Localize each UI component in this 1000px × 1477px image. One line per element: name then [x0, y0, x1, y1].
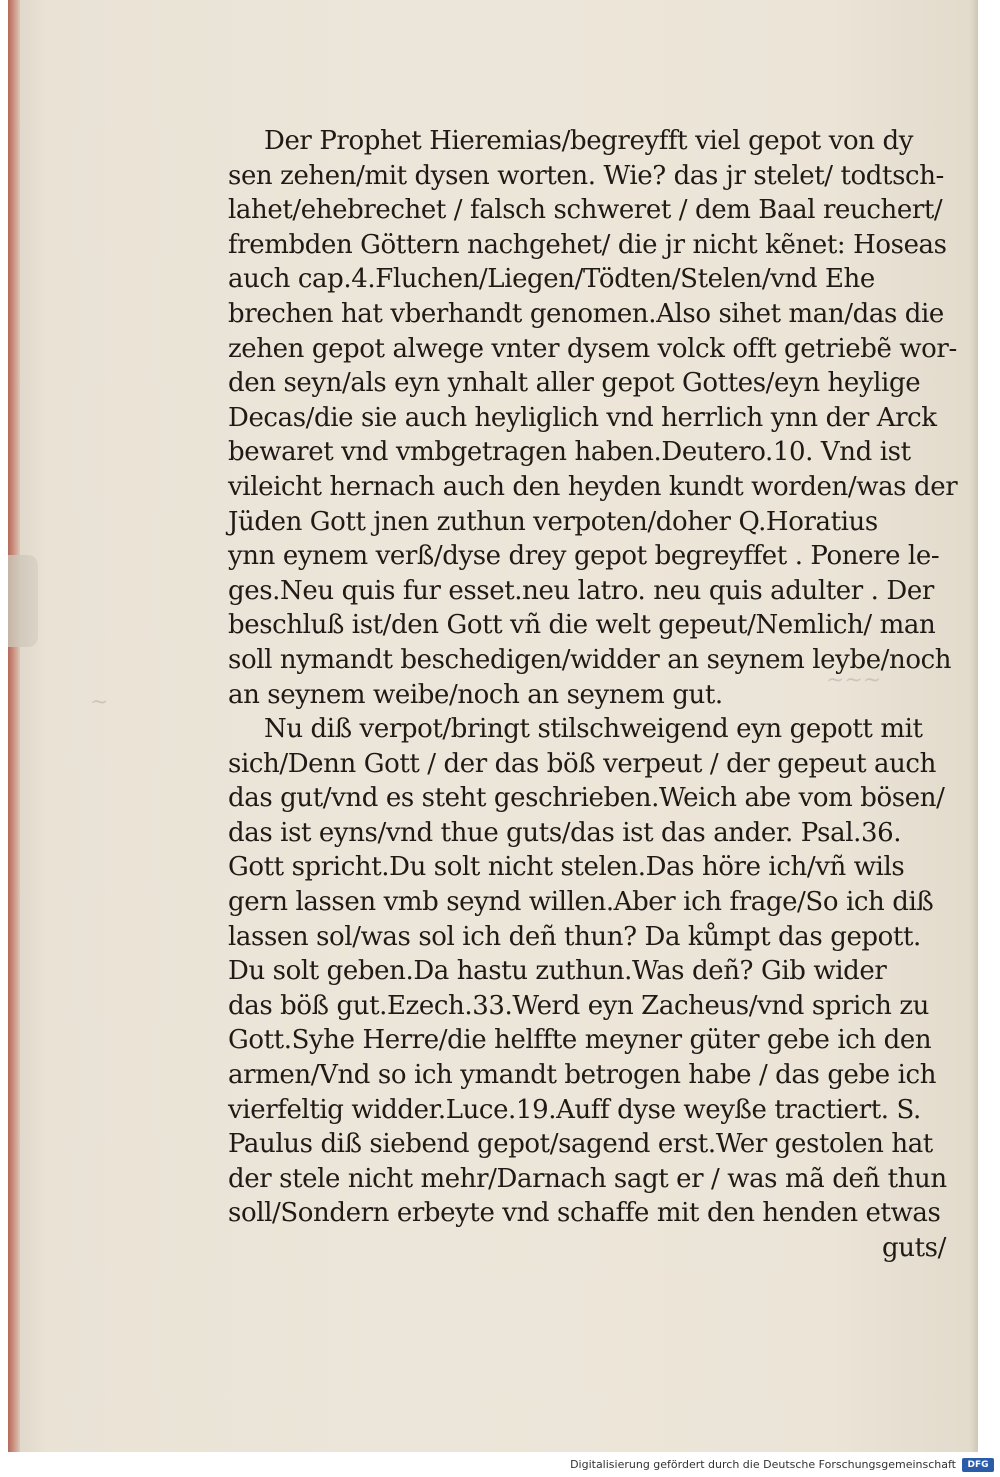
catchword: guts/ [882, 1233, 946, 1263]
text-line: auch cap.4.Fluchen/Liegen/Tödten/Stelen/vnd Ehe [228, 264, 875, 295]
text-line: Gott.Syhe Herre/die helffte meyner güter gebe ich den [228, 1025, 932, 1056]
text-line: ynn eynem verß/dyse drey gepot begreyffet . Ponere le- [228, 541, 940, 572]
text-line: sen zehen/mit dysen worten. Wie? das jr stelet/ todtsch- [228, 160, 944, 191]
text-line: brechen hat vberhandt genomen.Also sihet man/das die [228, 298, 944, 329]
text-line: lahet/ehebrechet / falsch schweret / dem Baal reuchert/ [228, 195, 943, 226]
text-line: sich/Denn Gott / der das böß verpeut / der gepeut auch [228, 748, 936, 779]
clip-shadow [8, 555, 38, 647]
text-line: beschluß ist/den Gott vñ die welt gepeut/Nemlich/ man [228, 610, 936, 641]
text-line: Nu diß verpot/bringt stilschweigend eyn gepott mit [264, 714, 923, 745]
text-line: Paulus diß siebend gepot/sagend erst.Wer gestolen hat [228, 1129, 933, 1160]
text-line: das ist eyns/vnd thue guts/das ist das ander. Psal.36. [228, 817, 902, 848]
footer-bar [0, 1452, 1000, 1477]
text-line: ges.Neu quis fur esset.neu latro. neu quis adulter . Der [228, 575, 934, 606]
dfg-logo-icon: DFG [962, 1458, 994, 1472]
page-edge-right [970, 0, 978, 1452]
text-line: der stele nicht mehr/Darnach sagt er / was mã deñ thun [228, 1163, 947, 1194]
text-line: vileicht hernach auch den heyden kundt worden/was der [228, 471, 958, 502]
page-edge-left [8, 0, 20, 1452]
text-line: soll/Sondern erbeyte vnd schaffe mit den henden etwas [228, 1198, 941, 1229]
text-line: Gott spricht.Du solt nicht stelen.Das höre ich/vñ wils [228, 852, 905, 883]
text-line: vierfeltig widder.Luce.19.Auff dyse weyße tractiert. S. [228, 1094, 921, 1125]
body-text [228, 124, 968, 1266]
text-line: lassen sol/was sol ich deñ thun? Da kůmpt das gepott. [228, 921, 921, 952]
bleed-through-mark: ~~~ [826, 668, 882, 693]
text-line: Jüden Gott jnen zuthun verpoten/doher Q.Horatius [228, 506, 878, 537]
text-line: das böß gut.Ezech.33.Werd eyn Zacheus/vnd sprich zu [228, 990, 929, 1021]
text-line: Der Prophet Hieremias/begreyfft viel gepot von dy [264, 126, 913, 156]
text-line: frembden Göttern nachgehet/ die jr nicht kẽnet: Hoseas [228, 229, 947, 260]
text-line: den seyn/als eyn ynhalt aller gepot Gottes/eyn heylige [228, 368, 921, 399]
text-line: bewaret vnd vmbgetragen haben.Deutero.10. Vnd ist [228, 437, 911, 468]
text-line: Decas/die sie auch heyliglich vnd herrlich ynn der Arck [228, 402, 937, 433]
text-line: das gut/vnd es steht geschrieben.Weich abe vom bösen/ [228, 783, 945, 814]
text-line: soll nymandt beschedigen/widder an seynem leybe/noch [228, 644, 952, 675]
text-line: zehen gepot alwege vnter dysem volck offt getriebẽ wor- [228, 333, 957, 364]
bleed-through-mark: ~ [90, 690, 109, 715]
text-line: gern lassen vmb seynd willen.Aber ich frage/So ich diß [228, 887, 934, 918]
text-line: an seynem weibe/noch an seynem gut. [228, 679, 723, 710]
text-line: Du solt geben.Da hastu zuthun.Was deñ? Gib wider [228, 956, 887, 987]
text-line: armen/Vnd so ich ymandt betrogen habe / das gebe ich [228, 1060, 937, 1091]
footer-credit: Digitalisierung gefördert durch die Deutsche Forschungsgemeinschaft [570, 1458, 956, 1471]
